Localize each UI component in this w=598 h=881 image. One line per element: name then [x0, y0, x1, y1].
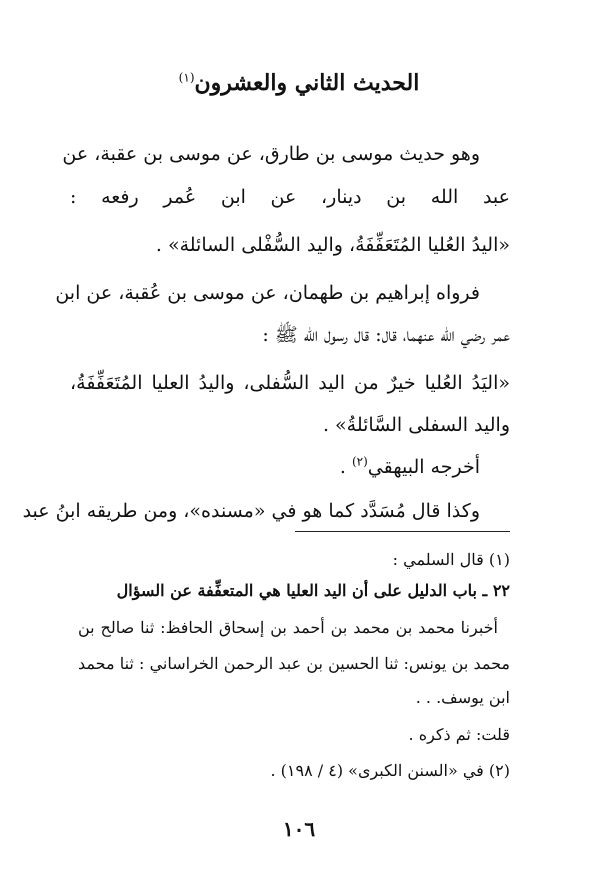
quote-2-line-2: واليد السفلى السَّائلةُ» . [322, 414, 510, 436]
footnote-1-heading: ٢٢ ـ باب الدليل على أن اليد العليا هي المتعفِّفة عن السؤال [116, 581, 510, 600]
paragraph-2-line-2: عمر رضي الله عنهما، قال: قال رسول الله ﷺ : [262, 324, 510, 346]
hadith-title [0, 66, 598, 100]
paragraph-1-line-2: عبد الله بن دينار، عن ابن عُمر رفعه : [70, 186, 510, 208]
footnote-separator [295, 531, 510, 532]
page-number: ١٠٦ [282, 817, 316, 841]
quote-1: «اليدُ العُليا المُتَعَفِّفَةُ، واليد السُّفْلى السائلة» . [155, 234, 510, 256]
paragraph-3 [70, 450, 480, 484]
hadith-title-text: الحديث الثاني والعشرون [194, 70, 420, 96]
paragraph-3-text: أخرجه البيهقي [367, 456, 480, 478]
footnote-1-line-4: محمد بن يونس: ثنا الحسين بن عبد الرحمن الخراساني : ثنا محمد [78, 654, 510, 673]
paragraph-3-footnote-marker: (٢) [351, 454, 368, 469]
footnote-1-line-1: (١) قال السلمي : [392, 550, 510, 569]
paragraph-2-line-1: فرواه إبراهيم بن طهمان، عن موسى بن عُقبة، عن ابن [55, 282, 480, 304]
footnote-1-line-6: قلت: ثم ذكره . [408, 725, 510, 744]
paragraph-3-end: . [339, 456, 352, 478]
paragraph-1-line-1: وهو حديث موسى بن طارق، عن موسى بن عقبة، عن [62, 143, 480, 165]
footnote-1-line-5: ابن يوسف. . . [415, 688, 510, 707]
footnote-1-line-3: أخبرنا محمد بن محمد بن أحمد بن إسحاق الحافظ: ثنا صالح بن [78, 618, 498, 637]
footnote-2-line-1: (٢) في «السنن الكبرى» (٤ / ١٩٨) . [270, 761, 510, 780]
paragraph-4-line-1: وكذا قال مُسَدَّد كما هو في «مسنده»، ومن طريقه ابنُ عبد [22, 500, 480, 522]
quote-2-line-1: «اليَدُ العُليا خيرٌ من اليد السُّفلى، واليدُ العليا المُتَعَفِّفَةُ، [70, 372, 510, 394]
title-footnote-marker: (١) [178, 70, 195, 85]
